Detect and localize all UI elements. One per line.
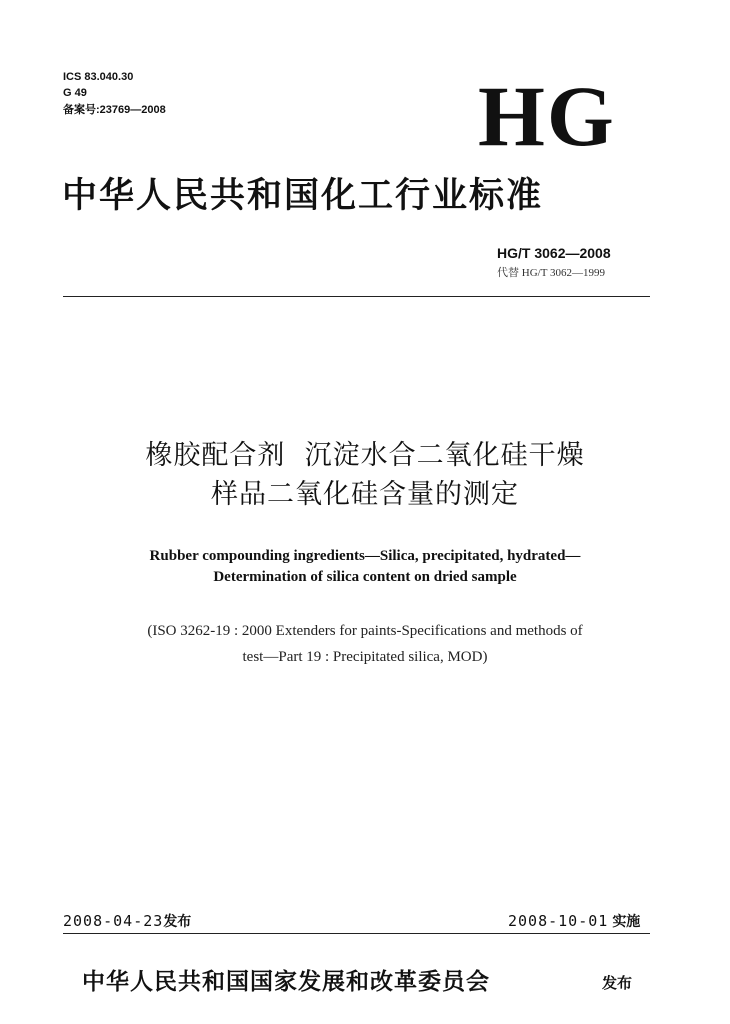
iso-reference-line-2: test—Part 19 : Precipitated silica, MOD) (242, 649, 488, 665)
issue-date: 2008-04-23 (63, 912, 164, 930)
en-title-line-2: Determination of silica content on dried sample (213, 569, 517, 585)
filing-number: 备案号:23769—2008 (63, 104, 166, 116)
en-title-line-1: Rubber compounding ingredients—Silica, precipitated, hydrated— (149, 548, 581, 564)
cn-title-line-1: 橡胶配合剂 沉淀水合二氧化硅干燥 (145, 440, 585, 471)
effective-date: 2008-10-01 (508, 912, 609, 930)
ics-code: ICS 83.040.30 (63, 71, 134, 83)
header-title: 中华人民共和国化工行业标准 (62, 175, 544, 216)
effective-date-suffix: 实施 (612, 914, 641, 930)
standard-number: HG/T 3062—2008 (497, 245, 611, 261)
classification-code: G 49 (63, 87, 87, 99)
issuing-authority-suffix: 发布 (602, 974, 633, 992)
hg-logo: HG (478, 68, 616, 164)
cn-title-line-2: 样品二氧化硅含量的测定 (211, 479, 519, 510)
replaces-standard: 代替 HG/T 3062—1999 (497, 267, 605, 279)
effective-date-line (508, 910, 640, 933)
iso-reference-line-1: (ISO 3262-19 : 2000 Extenders for paints-Specifications and methods of (147, 623, 583, 639)
footer-divider (63, 933, 650, 934)
issue-date-suffix: 发布 (163, 914, 192, 930)
issuing-authority: 中华人民共和国国家发展和改革委员会 (82, 968, 490, 995)
header-divider (63, 296, 650, 297)
issue-date-line (63, 910, 191, 933)
